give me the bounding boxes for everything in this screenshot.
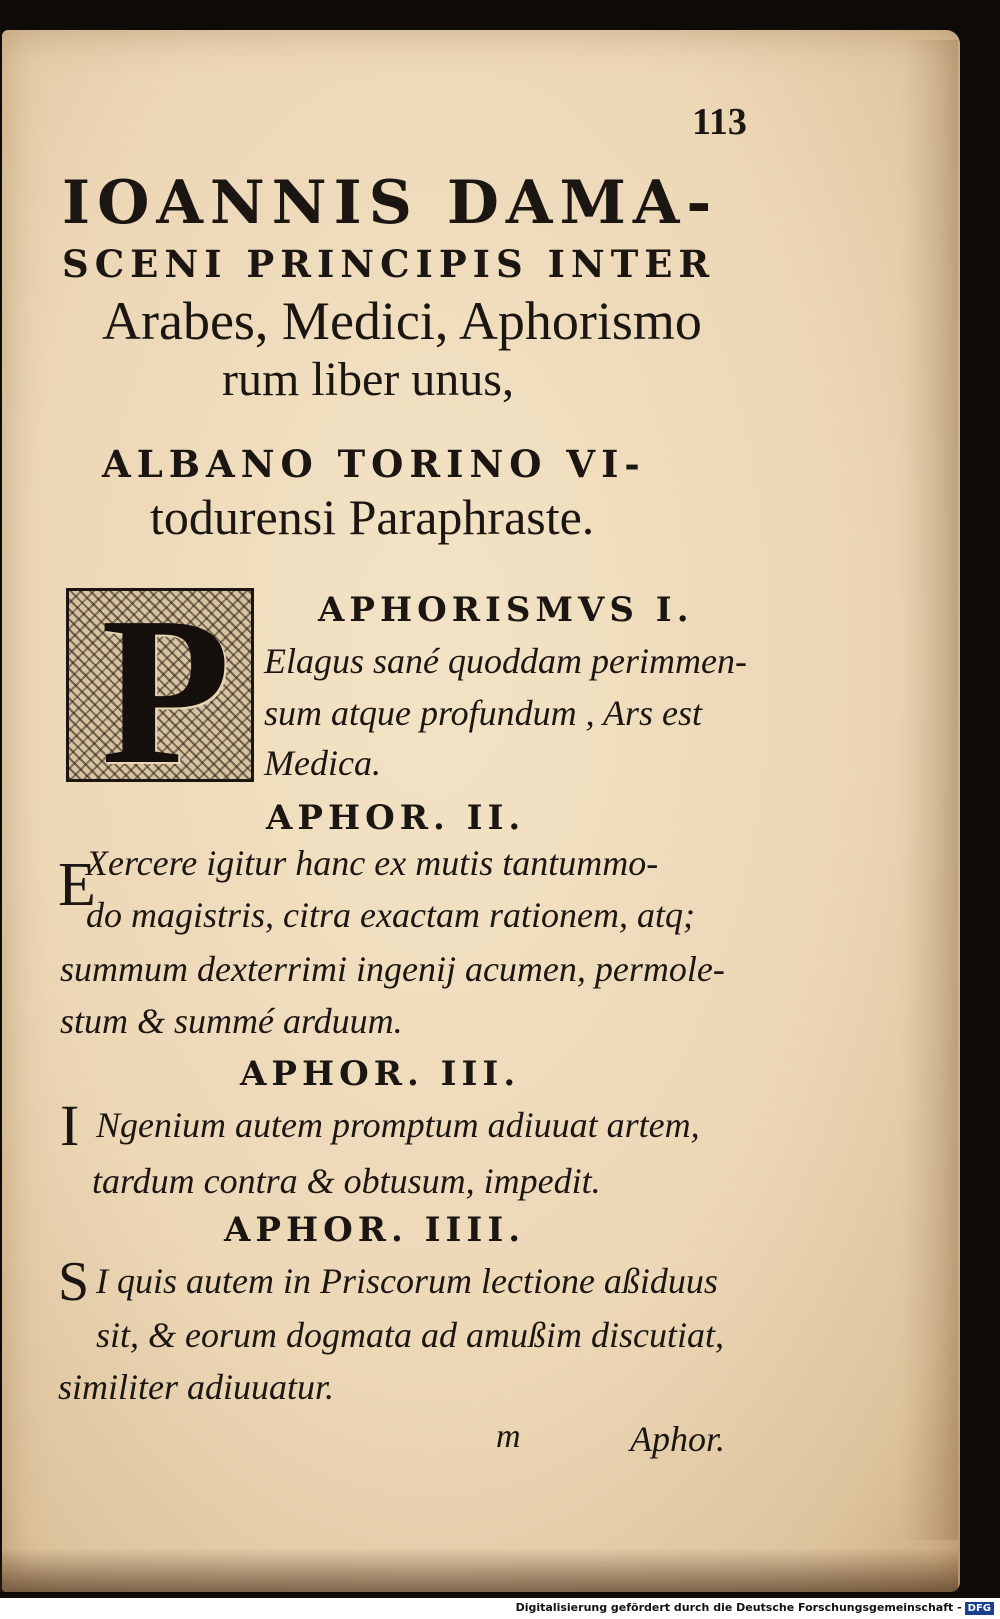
aphorism-text-line: I quis autem in Priscorum lectione aßiduus: [96, 1261, 718, 1301]
dfg-logo: DFG: [965, 1602, 994, 1615]
aphorism-text-line: Elagus sané quoddam perimmen-: [264, 641, 747, 681]
aphorism-text-line: stum & summé arduum.: [60, 1001, 403, 1041]
aphorism-heading: APHOR. IIII.: [224, 1210, 526, 1250]
page-bottom-shadow: [0, 1548, 958, 1592]
aphorism-text-line: Ngenium autem promptum adiuuat artem,: [96, 1105, 700, 1145]
aphorism-text-line: summum dexterrimi ingenij acumen, permole-: [60, 949, 725, 989]
aphorism-initial: I: [60, 1093, 80, 1158]
page-number: 113: [692, 101, 747, 143]
catchword: Aphor.: [630, 1419, 726, 1459]
aphorism-heading: APHORISMVS I.: [318, 590, 694, 630]
aphorism-text-line: similiter adiuuatur.: [58, 1367, 335, 1407]
aphorism-text-line: sit, & eorum dogmata ad amußim discutiat,: [96, 1315, 724, 1355]
title-line: todurensi Paraphraste.: [150, 489, 595, 545]
page-edge-shading: [900, 40, 958, 1540]
title-line: ALBANO TORINO VI-: [102, 442, 646, 486]
decorated-drop-cap: [66, 573, 254, 808]
aphorism-heading: APHOR. III.: [240, 1054, 521, 1094]
aphorism-heading: APHOR. II.: [266, 798, 526, 838]
aphorism-initial: S: [58, 1251, 90, 1313]
aphorism-text-line: sum atque profundum , Ars est: [264, 693, 703, 733]
digitization-credit: [516, 1601, 994, 1615]
drop-cap-letter: P: [101, 573, 231, 808]
aphorism-text-line: do magistris, citra exactam rationem, atq;: [86, 895, 695, 935]
title-line: IOANNIS DAMA-: [62, 168, 719, 238]
aphorism-text-line: Medica.: [264, 743, 381, 783]
title-line: rum liber unus,: [222, 353, 514, 406]
aphorism-text-line: Xercere igitur hanc ex mutis tantummo-: [86, 843, 659, 883]
title-line: SCENI PRINCIPIS INTER: [62, 242, 716, 286]
aphorism-initial: E: [58, 851, 96, 919]
signature-mark: m: [496, 1418, 521, 1455]
aphorism-text-line: tardum contra & obtusum, impedit.: [92, 1161, 601, 1201]
title-line: Arabes, Medici, Aphorismo: [102, 291, 702, 351]
credit-text: Digitalisierung gefördert durch die Deutsche Forschungsgemeinschaft -: [515, 1601, 962, 1614]
